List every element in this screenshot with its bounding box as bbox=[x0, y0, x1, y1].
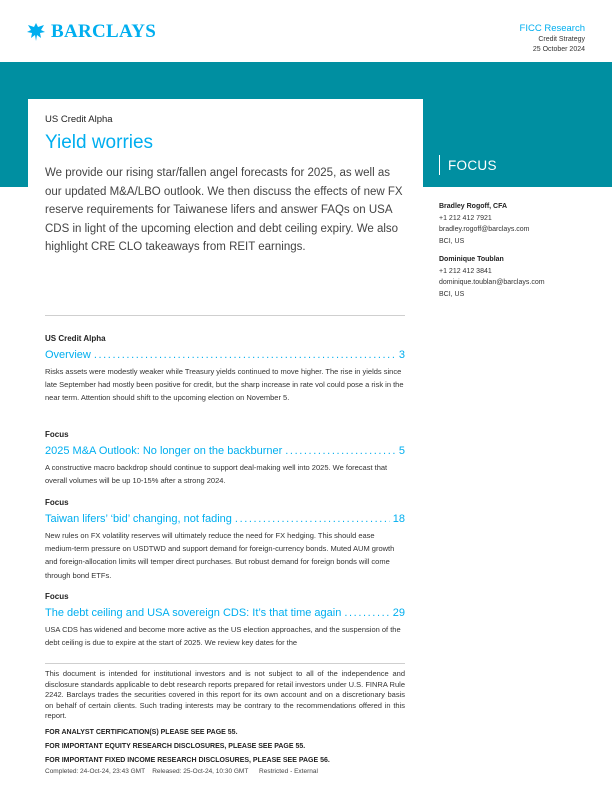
toc-section bbox=[45, 497, 405, 582]
toc-section-label: Focus bbox=[45, 592, 69, 601]
toc-title: The debt ceiling and USA sovereign CDS: It’s that time again bbox=[45, 607, 342, 619]
series-name: US Credit Alpha bbox=[45, 114, 113, 125]
toc-link-debt-ceiling[interactable] bbox=[45, 607, 405, 620]
released-time: Released: 25-Oct-24, 10:30 GMT bbox=[152, 768, 249, 775]
toc-section-label: Focus bbox=[45, 498, 69, 507]
analyst-email[interactable]: bradley.rogoff@barclays.com bbox=[439, 226, 530, 233]
toc-link-taiwan-lifers[interactable] bbox=[45, 513, 405, 526]
brand-name: BARCLAYS bbox=[51, 21, 157, 42]
disclosure-notice: FOR ANALYST CERTIFICATION(S) PLEASE SEE PAGE 55. bbox=[45, 729, 238, 736]
toc-summary: New rules on FX volatility reserves will ultimately reduce the need for FX hedging. This should ease medium-term pressure on USDTWD and support demand for foreign-currency bonds. Muted AUM growth and foreign-allocation limits will temper direct purchases. But robust demand for foreign bonds will come through bond ETFs. bbox=[45, 531, 395, 580]
focus-text: FOCUS bbox=[448, 157, 497, 173]
analyst-list bbox=[439, 201, 545, 300]
analyst-name: Bradley Rogoff, CFA bbox=[439, 203, 508, 210]
toc-page-number: 18 bbox=[392, 513, 405, 525]
toc-page-number: 29 bbox=[392, 607, 405, 619]
toc-section-label: Focus bbox=[45, 430, 69, 439]
focus-label bbox=[439, 155, 497, 175]
focus-divider bbox=[439, 155, 440, 175]
divider-rule bbox=[45, 663, 405, 664]
report-summary: We provide our rising star/fallen angel forecasts for 2025, as well as our updated M&A/LBO outlook. We then discuss the effects of new FX reserve requirements for Taiwanese lifers and answer FAQs on USA CDS in light of the upcoming election and debt ceiling expiry. We also highlight CRE CLO takeaways from REIT earnings. bbox=[45, 167, 403, 253]
eagle-icon bbox=[26, 22, 46, 42]
toc-leader bbox=[235, 513, 390, 526]
analyst-entity: BCI, US bbox=[439, 290, 465, 298]
toc-summary: A constructive macro backdrop should continue to support deal-making well into 2025. We forecast that overall volumes will be up 10-15% after a strong 2024. bbox=[45, 463, 388, 486]
completed-time: Completed: 24-Oct-24, 23:43 GMT bbox=[45, 768, 145, 775]
toc-leader bbox=[344, 607, 389, 620]
toc-title: Overview bbox=[45, 349, 91, 361]
footer-meta bbox=[45, 768, 318, 775]
analyst-card bbox=[439, 201, 545, 247]
classification: Restricted - External bbox=[259, 768, 318, 775]
analyst-entity: BCI, US bbox=[439, 237, 465, 245]
toc-title: 2025 M&A Outlook: No longer on the backburner bbox=[45, 445, 283, 457]
toc-summary: Risks assets were modestly weaker while Treasury yields continued to move higher. The rise in yields since late September had mostly been positive for credit, but the sharp increase in rate vol could pose a risk in the near term. Attention should shift to the upcoming election on November 5. bbox=[45, 367, 404, 403]
toc-title: Taiwan lifers’ ‘bid’ changing, not fading bbox=[45, 513, 232, 525]
toc-link-ma-outlook[interactable] bbox=[45, 445, 405, 458]
toc-leader bbox=[94, 349, 396, 362]
toc-link-overview[interactable] bbox=[45, 349, 405, 362]
barclays-logo bbox=[26, 22, 156, 42]
analyst-email[interactable]: dominique.toublan@barclays.com bbox=[439, 279, 545, 286]
analyst-phone: +1 212 412 3841 bbox=[439, 267, 492, 275]
disclaimer-text: This document is intended for institutional investors and is not subject to all of the independence and disclosure standards applicable to debt research reports prepared for retail investors under U.S. FINRA Rule 2242. Barclays trades the securities covered in this report for its own account and on a discretionary basis on behalf of certain clients. Such trading interests may be contrary to the recommendations offered in this report. bbox=[45, 669, 405, 720]
toc-summary: USA CDS has widened and become more active as the US election approaches, and the suspension of the debt ceiling is due to expire at the start of 2025. We review key dates for the bbox=[45, 625, 401, 648]
disclosure-notices bbox=[45, 728, 405, 770]
analyst-phone: +1 212 412 7921 bbox=[439, 214, 492, 222]
toc-leader bbox=[285, 445, 396, 458]
toc-page-number: 5 bbox=[398, 445, 405, 457]
department: Credit Strategy bbox=[538, 36, 585, 43]
toc-section bbox=[45, 591, 405, 649]
toc-page-number: 3 bbox=[398, 349, 405, 361]
disclosure-notice: FOR IMPORTANT FIXED INCOME RESEARCH DISCLOSURES, PLEASE SEE PAGE 56. bbox=[45, 757, 330, 764]
publication-date: 25 October 2024 bbox=[532, 46, 585, 53]
analyst-name: Dominique Toublan bbox=[439, 256, 504, 263]
research-division: FICC Research bbox=[519, 23, 585, 34]
toc-section bbox=[45, 333, 405, 405]
report-title: Yield worries bbox=[45, 132, 154, 153]
divider-rule bbox=[45, 315, 405, 316]
report-header-info bbox=[520, 23, 585, 55]
toc-section bbox=[45, 429, 405, 487]
toc-section-label: US Credit Alpha bbox=[45, 334, 106, 343]
disclosure-notice: FOR IMPORTANT EQUITY RESEARCH DISCLOSURES, PLEASE SEE PAGE 55. bbox=[45, 743, 306, 750]
analyst-card bbox=[439, 254, 545, 300]
